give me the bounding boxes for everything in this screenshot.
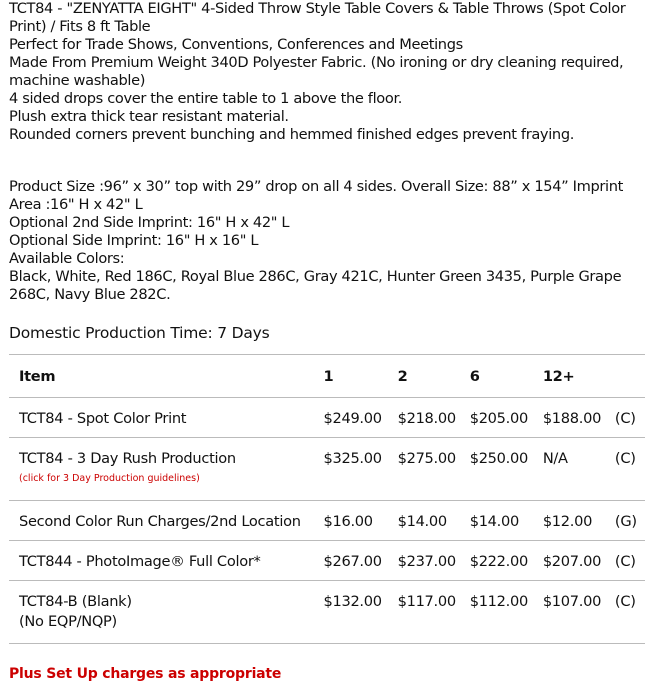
price-qty-2: $237.00 [397,553,456,570]
price-qty-2: $14.00 [397,513,447,530]
item-cell [9,501,323,541]
price-code: (C) [614,593,636,610]
description-line: Plush extra thick tear resistant material. [9,108,289,125]
price-qty-1: $132.00 [323,593,382,610]
item-subnote: (No EQP/NQP) [19,613,117,630]
product-size-text: Product Size :96” x 30” top with 29” drop on all 4 sides. Overall Size: 88” x 154” Imprint Area :16" H x 42" L [9,178,624,213]
colors-list: Black, White, Red 186C, Royal Blue 286C, Gray 421C, Hunter Green 3435, Purple Grape 268C, Navy Blue 282C. [9,268,622,303]
description-line: Rounded corners prevent bunching and hemmed finished edges prevent fraying. [9,126,575,143]
colors-label: Available Colors: [9,250,125,267]
header-qty-1: 1 [323,368,334,385]
product-specs [9,178,649,304]
price-qty-6: $14.00 [469,513,519,530]
description-line: Perfect for Trade Shows, Conventions, Conferences and Meetings [9,36,463,53]
price-qty-12: N/A [542,450,568,467]
price-code: (C) [614,553,636,570]
header-code [615,355,645,398]
price-qty-2: $117.00 [397,593,456,610]
header-item: Item [19,368,56,385]
price-qty-2: $218.00 [397,410,456,427]
price-qty-1: $16.00 [323,513,373,530]
price-qty-2: $275.00 [397,450,456,467]
table-row [9,581,645,644]
price-code: (G) [614,513,637,530]
price-qty-6: $222.00 [469,553,528,570]
price-qty-12: $207.00 [542,553,602,570]
header-qty-6: 6 [469,368,480,385]
product-description [9,0,649,144]
price-qty-12: $188.00 [542,410,602,427]
pricing-table [9,354,645,644]
optional-side-text: Optional Side Imprint: 16" H x 16" L [9,232,259,249]
setup-charges-note: Plus Set Up charges as appropriate [9,666,282,682]
price-qty-12: $12.00 [542,513,593,530]
item-name: TCT84-B (Blank) [19,593,132,610]
item-cell [9,541,323,581]
item-name: TCT844 - PhotoImage® Full Color* [19,553,261,570]
table-row [9,398,645,438]
description-line: Made From Premium Weight 340D Polyester Fabric. (No ironing or dry cleaning required, machine washable) [9,54,624,89]
item-name: Second Color Run Charges/2nd Location [19,513,301,530]
price-code: (C) [614,450,636,467]
table-row [9,541,645,581]
description-line: 4 sided drops cover the entire table to 1 above the floor. [9,90,403,107]
price-qty-6: $112.00 [469,593,528,610]
price-qty-1: $249.00 [323,410,382,427]
table-row [9,501,645,541]
rush-guidelines-link[interactable]: (click for 3 Day Production guidelines) [19,473,200,484]
table-header-row [9,355,645,398]
header-qty-12: 12+ [542,368,575,385]
price-qty-6: $205.00 [469,410,528,427]
item-cell [9,438,323,501]
item-cell [9,581,323,644]
price-qty-12: $107.00 [542,593,602,610]
item-name: TCT84 - Spot Color Print [19,410,187,427]
price-qty-6: $250.00 [469,450,528,467]
item-cell [9,398,323,438]
header-qty-2: 2 [397,368,408,385]
production-time: Domestic Production Time: 7 Days [9,324,270,342]
price-qty-1: $325.00 [323,450,382,467]
optional-2nd-side-text: Optional 2nd Side Imprint: 16" H x 42" L [9,214,290,231]
price-code: (C) [614,410,636,427]
price-qty-1: $267.00 [323,553,382,570]
product-title-line: TCT84 - "ZENYATTA EIGHT" 4-Sided Throw Style Table Covers & Table Throws (Spot Color Print) / Fits 8 ft Table [9,0,626,35]
table-row [9,438,645,501]
item-name: TCT84 - 3 Day Rush Production [19,450,236,467]
